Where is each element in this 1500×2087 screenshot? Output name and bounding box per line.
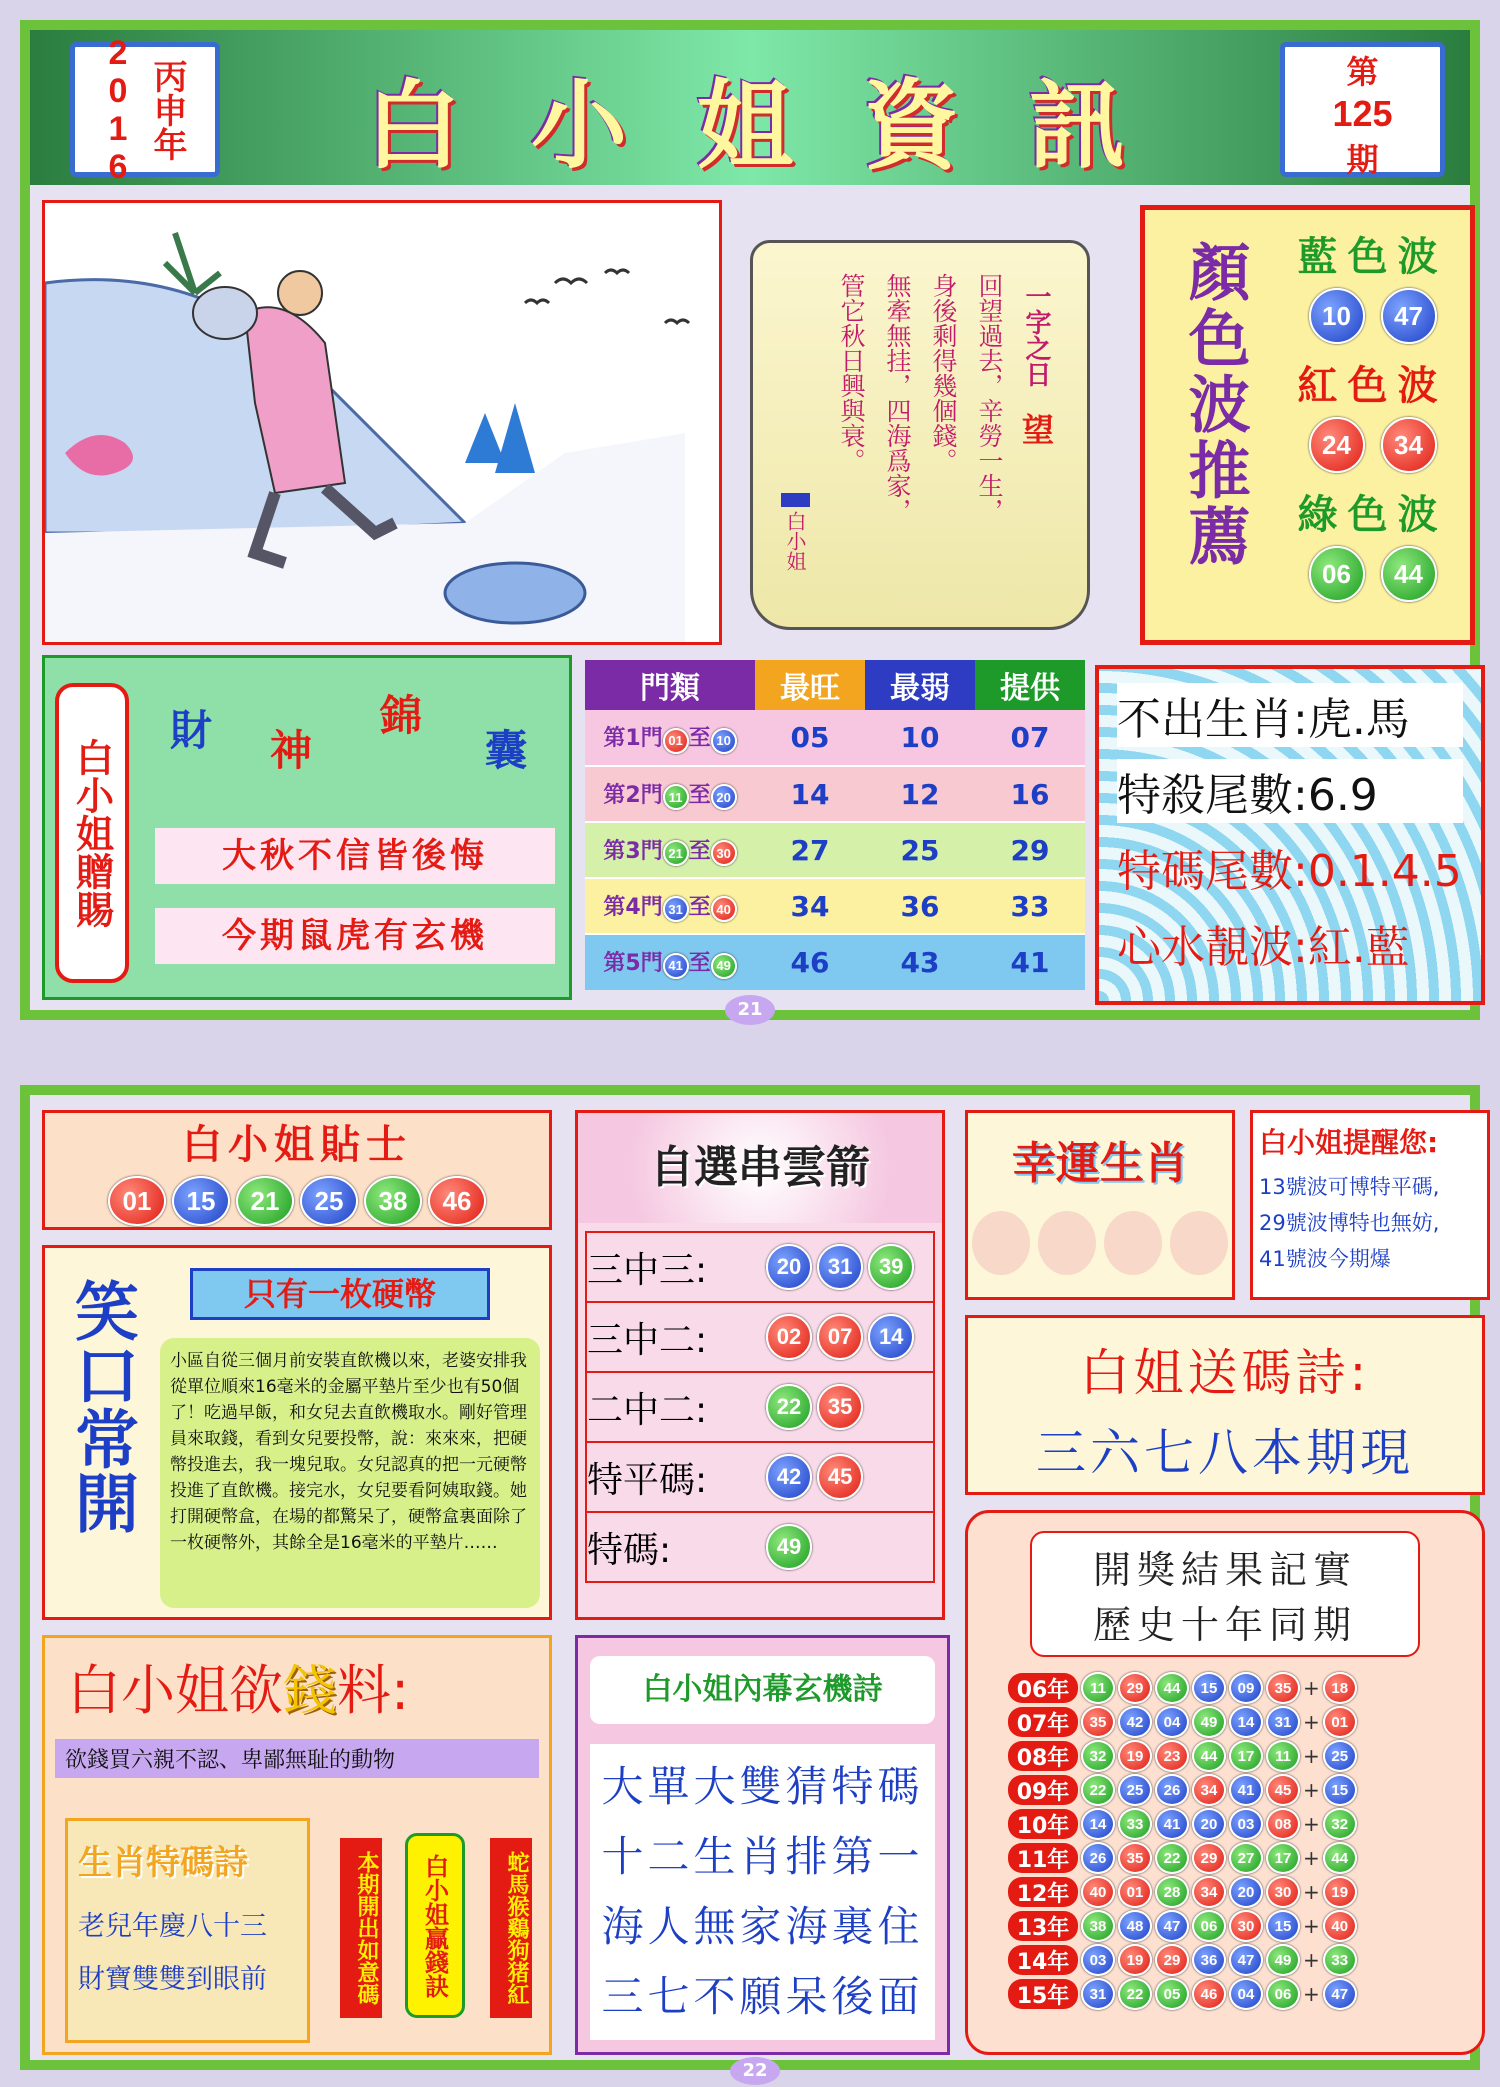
tieshi-ball: 38: [364, 1176, 422, 1226]
history-header: [1030, 1531, 1420, 1657]
blue-ball: 47: [1381, 288, 1437, 344]
zixuan-ball: 14: [868, 1314, 914, 1360]
rat-icon: [972, 1211, 1030, 1275]
history-row: [1008, 1807, 1482, 1841]
plus-sign: +: [1303, 1880, 1320, 1904]
plus-sign: +: [1303, 1744, 1320, 1768]
history-ball: 44: [1155, 1672, 1189, 1704]
send-poem-box: [965, 1315, 1485, 1495]
history-title-2: 歷史十年同期: [1092, 1603, 1357, 1647]
doors-row: [585, 710, 1085, 766]
history-row: [1008, 1943, 1482, 1977]
door-worst: 12: [900, 777, 940, 811]
door-best: 27: [790, 833, 830, 867]
history-ball: 47: [1229, 1944, 1263, 1976]
reminder-line: 41號波今期爆: [1259, 1247, 1391, 1271]
history-ball: 04: [1229, 1978, 1263, 2010]
history-rows: [1008, 1671, 1482, 2011]
doors-row: [585, 822, 1085, 878]
history-ball: 06: [1192, 1910, 1226, 1942]
plus-sign: +: [1303, 1846, 1320, 1870]
tips-box: [1095, 665, 1485, 1005]
poem-lines: [833, 273, 1007, 523]
gift-char: 囊: [485, 726, 528, 775]
history-ball: 31: [1266, 1706, 1300, 1738]
zixuan-label: 三中三:: [587, 1249, 708, 1291]
page-22: [20, 1085, 1480, 2081]
door-from: 11: [663, 784, 689, 810]
issue-prefix: 第: [1346, 53, 1379, 91]
poem-line: 無牽無挂，四海爲家，: [883, 273, 912, 523]
history-ball: 22: [1118, 1978, 1152, 2010]
history-ball: 23: [1155, 1740, 1189, 1772]
gift-char: 財: [170, 706, 213, 755]
history-ball: 44: [1192, 1740, 1226, 1772]
poem-signature: 白小姐: [781, 493, 810, 571]
zixuan-label: 特平碼:: [587, 1459, 708, 1501]
gift-line-2: 今期鼠虎有玄機: [155, 908, 555, 964]
history-ball: 19: [1118, 1740, 1152, 1772]
history-ball: 29: [1192, 1842, 1226, 1874]
joke-side-title: 笑口常開: [64, 1278, 139, 1534]
door-to: 49: [711, 953, 737, 979]
history-year: 12年: [1008, 1877, 1078, 1907]
doors-header: 門類: [585, 660, 755, 710]
issue-book: [1280, 42, 1445, 177]
door-worst: 10: [900, 721, 940, 754]
wave-list: [1280, 225, 1465, 608]
gift-side-label: 白小姐贈賜: [55, 683, 129, 983]
history-ball: 48: [1118, 1910, 1152, 1942]
door-to: 40: [711, 896, 737, 922]
plus-sign: +: [1303, 1710, 1320, 1734]
history-special-ball: 44: [1323, 1842, 1357, 1874]
tieshi-box: [42, 1110, 552, 1230]
history-ball: 11: [1081, 1672, 1115, 1704]
history-ball: 03: [1229, 1808, 1263, 1840]
door-to-word: 至: [688, 951, 711, 977]
issue-suffix: 期: [1346, 141, 1379, 179]
history-ball: 09: [1229, 1672, 1263, 1704]
scroll-banner: 蛇馬猴鷄狗猪紅: [490, 1838, 532, 2018]
history-row: [1008, 1875, 1482, 1909]
door-label: [585, 878, 755, 934]
door-from: 21: [663, 840, 689, 866]
history-row: [1008, 1705, 1482, 1739]
history-ball: 05: [1155, 1978, 1189, 2010]
door-to-word: 至: [688, 726, 711, 752]
history-special-ball: 19: [1323, 1876, 1357, 1908]
scroll-banner: 本期開出如意碼: [340, 1838, 382, 2018]
tieshi-ball: 46: [428, 1176, 486, 1226]
door-label: [585, 710, 755, 766]
history-ball: 47: [1155, 1910, 1189, 1942]
zixuan-title: 自選串雲箭: [578, 1113, 942, 1223]
gift-line-1: 大秋不信皆後悔: [155, 828, 555, 884]
red-ball: 34: [1381, 417, 1437, 473]
tip-line-2: 特殺尾數:6.9: [1117, 759, 1463, 823]
door-name: 第5門: [603, 951, 663, 977]
zodiac-poem-line: 老兒年慶八十三: [78, 1911, 267, 1942]
history-year: 13年: [1008, 1911, 1078, 1941]
zixuan-box: [575, 1110, 945, 1620]
door-best: 46: [790, 946, 830, 979]
money-title-a: 白小姐欲: [67, 1659, 283, 1722]
zixuan-ball: 02: [766, 1314, 812, 1360]
history-ball: 14: [1229, 1706, 1263, 1738]
reminder-line: 29號波博特也無妨,: [1259, 1211, 1440, 1235]
year: 2016: [99, 33, 137, 186]
plus-sign: +: [1303, 1914, 1320, 1938]
plus-sign: +: [1303, 1778, 1320, 1802]
history-ball: 35: [1081, 1706, 1115, 1738]
poem-heading: [1013, 283, 1059, 613]
history-ball: 34: [1192, 1774, 1226, 1806]
door-name: 第4門: [603, 894, 663, 920]
history-special-ball: 47: [1323, 1978, 1357, 2010]
door-label: [585, 766, 755, 822]
inside-poem-line: 大單大雙猜特碼: [601, 1762, 924, 1811]
poem-heading-text: 一字之日: [1021, 283, 1051, 387]
history-ball: 42: [1118, 1706, 1152, 1738]
deer-icon: [1104, 1211, 1162, 1275]
blue-wave-label: 藍色波: [1297, 234, 1448, 280]
dragon-icon: [1038, 1211, 1096, 1275]
scroll-banner: 白小姐贏錢訣: [405, 1833, 465, 2018]
zixuan-ball: 22: [766, 1384, 812, 1430]
page-title: 白小姐資訊: [365, 69, 1195, 182]
door-give: 33: [1010, 889, 1050, 923]
history-year: 14年: [1008, 1945, 1078, 1975]
color-wave-title: 顏色波推薦: [1178, 240, 1251, 570]
door-to-word: 至: [688, 782, 711, 808]
history-ball: 30: [1266, 1876, 1300, 1908]
history-year: 09年: [1008, 1775, 1078, 1805]
plus-sign: +: [1303, 1812, 1320, 1836]
red-wave-label: 紅色波: [1297, 363, 1448, 409]
gift-char: 神: [270, 726, 313, 775]
door-worst: 36: [900, 889, 940, 923]
history-ball: 35: [1118, 1842, 1152, 1874]
history-ball: 33: [1118, 1808, 1152, 1840]
history-row: [1008, 1671, 1482, 1705]
history-ball: 17: [1229, 1740, 1263, 1772]
header-banner: [30, 30, 1470, 185]
history-ball: 32: [1081, 1740, 1115, 1772]
history-ball: 49: [1192, 1706, 1226, 1738]
reminder-title: 白小姐提醒您:: [1259, 1126, 1439, 1159]
zixuan-label: 三中二:: [587, 1319, 708, 1361]
history-row: [1008, 1841, 1482, 1875]
zixuan-ball: 45: [817, 1454, 863, 1500]
monkey-icon: [1170, 1211, 1228, 1275]
door-name: 第3門: [603, 838, 663, 864]
history-ball: 38: [1081, 1910, 1115, 1942]
history-ball: 41: [1229, 1774, 1263, 1806]
green-wave-label: 綠色波: [1297, 492, 1448, 538]
tieshi-title: 白小姐貼士: [182, 1122, 412, 1168]
zixuan-ball: 35: [817, 1384, 863, 1430]
history-year: 10年: [1008, 1809, 1078, 1839]
money-title-b: 錢: [283, 1659, 337, 1722]
money-sub: 欲錢買六親不認、卑鄙無耻的動物: [55, 1739, 539, 1778]
red-ball: 24: [1309, 417, 1365, 473]
joke-title: 只有一枚硬幣: [190, 1268, 490, 1320]
history-title-1: 開獎結果記實: [1092, 1548, 1357, 1592]
history-ball: 28: [1155, 1876, 1189, 1908]
history-special-ball: 25: [1323, 1740, 1357, 1772]
tip-line-1: 不出生肖:虎.馬: [1117, 683, 1463, 747]
door-from: 41: [663, 953, 689, 979]
history-ball: 26: [1155, 1774, 1189, 1806]
money-title-c: 料:: [337, 1659, 410, 1722]
doors-row: [585, 878, 1085, 934]
poem-keyword: 望: [1017, 413, 1055, 445]
history-ball: 31: [1081, 1978, 1115, 2010]
history-special-ball: 33: [1323, 1944, 1357, 1976]
door-best: 05: [790, 721, 830, 754]
door-give: 07: [1010, 721, 1050, 754]
zixuan-ball: 07: [817, 1314, 863, 1360]
history-ball: 15: [1192, 1672, 1226, 1704]
tieshi-ball: 25: [300, 1176, 358, 1226]
reminder-line: 13號波可博特平碼,: [1259, 1175, 1440, 1199]
money-box: [42, 1635, 552, 2055]
history-ball: 14: [1081, 1808, 1115, 1840]
poem-scroll: [750, 240, 1090, 630]
plus-sign: +: [1303, 1948, 1320, 1972]
tieshi-ball: 01: [108, 1176, 166, 1226]
blue-ball: 10: [1309, 288, 1365, 344]
zodiac-poem-line: 財寶雙雙到眼前: [78, 1964, 267, 1995]
history-special-ball: 15: [1323, 1774, 1357, 1806]
illustration: [42, 200, 722, 645]
history-ball: 20: [1229, 1876, 1263, 1908]
history-ball: 04: [1155, 1706, 1189, 1738]
zixuan-label: 特碼:: [587, 1529, 672, 1571]
door-from: 01: [663, 728, 689, 754]
history-year: 08年: [1008, 1741, 1078, 1771]
door-worst: 25: [900, 833, 940, 867]
history-ball: 35: [1266, 1672, 1300, 1704]
history-ball: 06: [1266, 1978, 1300, 2010]
poem-line: 身後剩得幾個錢。: [929, 273, 958, 473]
door-to: 10: [711, 728, 737, 754]
reminder-box: [1250, 1110, 1490, 1300]
page-number: 22: [730, 2057, 780, 2085]
gift-box: [42, 655, 572, 1000]
inside-poem-title: 白小姐內幕玄機詩: [590, 1656, 935, 1724]
history-row: [1008, 1977, 1482, 2011]
zodiac-poem-box: [65, 1818, 310, 2043]
doors-row: [585, 934, 1085, 990]
history-row: [1008, 1909, 1482, 1943]
history-ball: 22: [1081, 1774, 1115, 1806]
door-give: 29: [1010, 833, 1050, 867]
zixuan-ball: 42: [766, 1454, 812, 1500]
year-book: [70, 33, 220, 186]
door-best: 34: [790, 889, 830, 923]
history-ball: 01: [1118, 1876, 1152, 1908]
tieshi-ball: 21: [236, 1176, 294, 1226]
lucky-zodiac-box: [965, 1110, 1235, 1300]
inside-poem-line: 三七不願呆後面: [601, 1972, 924, 2021]
door-give: 41: [1010, 946, 1050, 979]
zixuan-ball: 39: [868, 1244, 914, 1290]
zixuan-ball: 20: [766, 1244, 812, 1290]
door-label: [585, 934, 755, 990]
send-poem-line: 三六七八本期現: [1036, 1424, 1414, 1482]
history-year: 15年: [1008, 1979, 1078, 2009]
green-ball: 06: [1309, 546, 1365, 602]
poem-line: 管它秋日興與衰。: [837, 273, 866, 473]
inside-poem-line: 海人無家海裏住: [601, 1902, 924, 1951]
history-ball: 08: [1266, 1808, 1300, 1840]
lucky-title: 幸運生肖: [1012, 1138, 1188, 1189]
door-label: [585, 822, 755, 878]
zixuan-ball: 31: [817, 1244, 863, 1290]
history-row: [1008, 1773, 1482, 1807]
door-give: 16: [1010, 777, 1050, 811]
history-year: 06年: [1008, 1673, 1078, 1703]
send-poem-title: 白姐送碼詩:: [1079, 1344, 1371, 1402]
door-best: 14: [790, 777, 830, 811]
inside-poem-box: [575, 1635, 950, 2055]
ganzhi: 丙申年: [147, 58, 187, 161]
history-ball: 46: [1192, 1978, 1226, 2010]
history-ball: 49: [1266, 1944, 1300, 1976]
zixuan-label: 二中二:: [587, 1389, 708, 1431]
history-ball: 30: [1229, 1910, 1263, 1942]
history-ball: 34: [1192, 1876, 1226, 1908]
tieshi-ball: 15: [172, 1176, 230, 1226]
door-to-word: 至: [688, 894, 711, 920]
history-ball: 22: [1155, 1842, 1189, 1874]
door-to: 20: [711, 784, 737, 810]
doors-header: 提供: [975, 660, 1085, 710]
history-special-ball: 40: [1323, 1910, 1357, 1942]
issue-number: 125: [1332, 93, 1393, 134]
door-to: 30: [711, 840, 737, 866]
poem-line: 回望過去，辛勞一生，: [975, 273, 1004, 523]
doors-header: 最旺: [755, 660, 865, 710]
inside-poem-lines: [590, 1744, 935, 2040]
door-from: 31: [663, 896, 689, 922]
plus-sign: +: [1303, 1676, 1320, 1700]
zixuan-ball: 49: [766, 1524, 812, 1570]
history-ball: 45: [1266, 1774, 1300, 1806]
page-21: [20, 20, 1480, 1020]
history-ball: 03: [1081, 1944, 1115, 1976]
history-special-ball: 01: [1323, 1706, 1357, 1738]
door-name: 第2門: [603, 782, 663, 808]
door-worst: 43: [900, 946, 940, 979]
color-wave-box: [1140, 205, 1475, 645]
doors-header: 最弱: [865, 660, 975, 710]
page-number: 21: [725, 995, 775, 1025]
history-row: [1008, 1739, 1482, 1773]
history-special-ball: 18: [1323, 1672, 1357, 1704]
joke-body: 小區自從三個月前安裝直飲機以來，老婆安排我從單位順來16毫米的金屬平墊片至少也有50個了！吃過早飯，和女兒去直飲機取水。剛好管理員來取錢，看到女兒要投幣，說：來來來，把硬幣投進去，我一塊兒取。女兒認真的把一元硬幣投進了直飲機。接完水，女兒要看阿姨取錢。她打開硬幣盒，在場的都驚呆了，硬幣盒裏面除了一枚硬幣外，其餘全是16毫米的平墊片……: [160, 1338, 540, 1608]
plus-sign: +: [1303, 1982, 1320, 2006]
gift-char: 錦: [380, 691, 423, 740]
wanderer-illustration: [45, 203, 722, 645]
history-ball: 11: [1266, 1740, 1300, 1772]
door-to-word: 至: [688, 838, 711, 864]
history-ball: 26: [1081, 1842, 1115, 1874]
zodiac-icons: [968, 1211, 1232, 1275]
history-box: [965, 1510, 1485, 2055]
history-ball: 19: [1118, 1944, 1152, 1976]
history-ball: 40: [1081, 1876, 1115, 1908]
history-ball: 15: [1266, 1910, 1300, 1942]
tip-line-4: 心水靚波:紅.藍: [1117, 922, 1410, 973]
history-year: 07年: [1008, 1707, 1078, 1737]
joke-box: [42, 1245, 552, 1620]
history-ball: 36: [1192, 1944, 1226, 1976]
history-ball: 29: [1118, 1672, 1152, 1704]
door-name: 第1門: [603, 726, 663, 752]
history-ball: 17: [1266, 1842, 1300, 1874]
zodiac-poem-title: 生肖特碼詩: [78, 1843, 248, 1883]
history-ball: 29: [1155, 1944, 1189, 1976]
history-special-ball: 32: [1323, 1808, 1357, 1840]
doors-row: [585, 766, 1085, 822]
history-ball: 27: [1229, 1842, 1263, 1874]
history-ball: 25: [1118, 1774, 1152, 1806]
green-ball: 44: [1381, 546, 1437, 602]
zixuan-table: [585, 1231, 935, 1583]
tip-line-3: 特碼尾數:0.1.4.5: [1117, 846, 1462, 897]
history-ball: 41: [1155, 1808, 1189, 1840]
history-ball: 20: [1192, 1808, 1226, 1840]
inside-poem-line: 十二生肖排第一: [601, 1832, 924, 1881]
money-title: [67, 1648, 549, 1725]
doors-table: [585, 660, 1085, 990]
history-year: 11年: [1008, 1843, 1078, 1873]
